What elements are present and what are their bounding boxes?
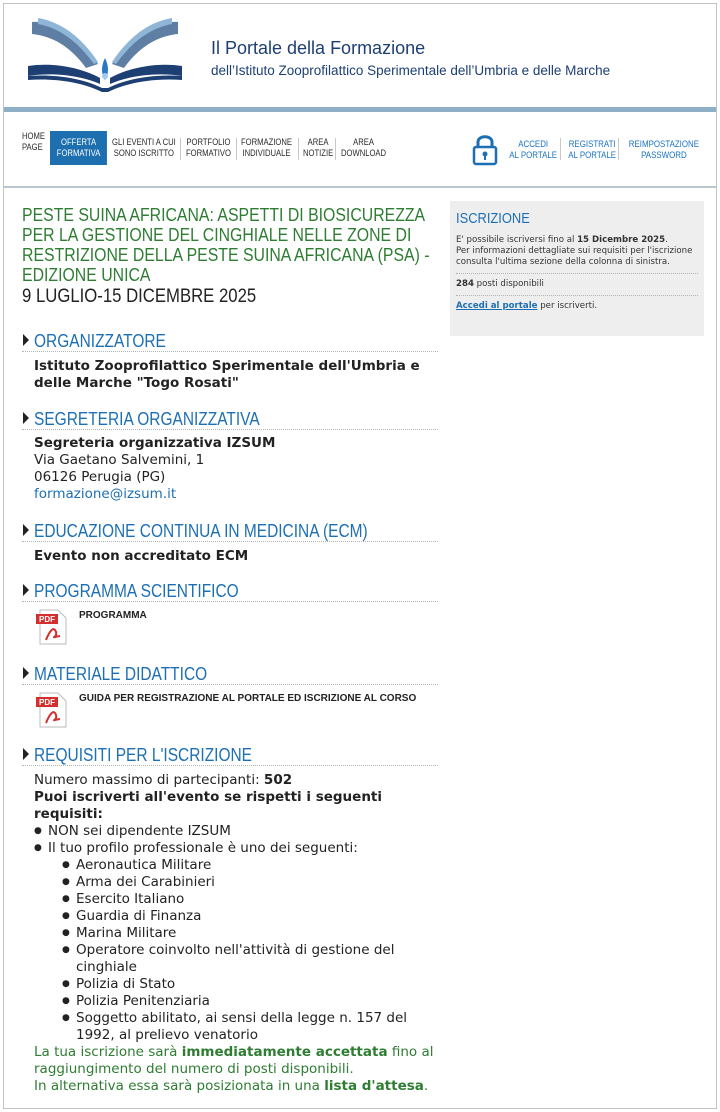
- nav-offerta-line1: OFFERTA: [61, 137, 97, 147]
- nav-separator: [618, 138, 619, 160]
- nav-registrati-portale[interactable]: [568, 139, 616, 161]
- access-text: per iscriverti.: [537, 301, 598, 311]
- note-text: In alternativa essa sarà posizionata in una: [34, 1078, 325, 1094]
- note-emphasis: immediatamente accettata: [181, 1044, 388, 1060]
- accedi-line2: AL PORTALE: [509, 150, 558, 160]
- waitlist-note: [22, 1078, 438, 1095]
- nav-formazione-individuale[interactable]: [241, 137, 295, 159]
- max-participants-value: 502: [263, 772, 293, 788]
- secretariat-section: [22, 408, 438, 503]
- divider: [456, 273, 698, 274]
- note-text: fino al raggiungimento del numero di posti disponibili.: [34, 1044, 434, 1077]
- portal-title: Il Portale della Formazione: [211, 38, 426, 58]
- material-heading[interactable]: [22, 663, 438, 685]
- deadline-text: E' possibile iscriversi fino al: [456, 235, 578, 245]
- registration-title: ISCRIZIONE: [456, 210, 530, 227]
- acceptance-note: [22, 1044, 438, 1078]
- note-text: .: [423, 1078, 429, 1094]
- nav-notizie-line1: AREA: [307, 137, 329, 147]
- nav-separator: [335, 138, 336, 160]
- organizer-name: Istituto Zooprofilattico Sperimentale dell'Umbria e delle Marche "Togo Rosati": [34, 358, 420, 391]
- list-item: ● Marina Militare: [62, 925, 438, 942]
- event-title: PESTE SUINA AFRICANA: ASPETTI DI BIOSICUREZZA PER LA GESTIONE DEL CINGHIALE NELLE ZONE DI RESTRIZIONE DELLA PESTE SUINA AFRICANA (PSA) - EDIZIONE UNICA: [22, 205, 430, 285]
- max-participants-label: Numero massimo di partecipanti:: [34, 772, 260, 788]
- nav-separator: [560, 138, 561, 160]
- expand-triangle-icon: [23, 334, 29, 346]
- requirements-list: [22, 823, 438, 1044]
- list-item: ● Arma dei Carabinieri: [62, 874, 438, 891]
- program-heading-label: PROGRAMMA SCIENTIFICO: [34, 581, 239, 601]
- material-file-link[interactable]: GUIDA PER REGISTRAZIONE AL PORTALE ED ISCRIZIONE AL CORSO: [79, 693, 417, 704]
- organizer-heading-label: ORGANIZZATORE: [34, 331, 166, 351]
- nav-download-line1: AREA: [353, 137, 374, 147]
- portal-subtitle: dell’Istituto Zooprofilattico Sperimentale dell’Umbria e delle Marche: [211, 63, 611, 78]
- nav-offerta-formativa[interactable]: [50, 131, 107, 165]
- nav-formazione-line1: FORMAZIONE: [241, 137, 292, 147]
- registrati-line1: REGISTRATI: [568, 139, 616, 149]
- list-item: ● Aeronautica Militare: [62, 857, 438, 874]
- nav-download-line2: DOWNLOAD: [341, 148, 387, 158]
- nav-separator: [236, 138, 237, 160]
- deadline-text: .: [665, 235, 668, 245]
- organizer-section: [22, 330, 438, 392]
- requirements-heading[interactable]: [22, 744, 438, 766]
- expand-triangle-icon: [23, 412, 29, 424]
- program-heading[interactable]: [22, 580, 438, 602]
- nav-eventi-iscritto[interactable]: [112, 137, 179, 159]
- nav-accedi-portale[interactable]: [509, 139, 557, 161]
- reset-line1: REIMPOSTAZIONE: [628, 139, 700, 149]
- open-book-logo-icon[interactable]: [24, 16, 186, 94]
- nav-divider: [4, 186, 716, 188]
- ecm-status: Evento non accreditato ECM: [34, 548, 249, 564]
- nav-home-line2: PAGE: [22, 142, 43, 152]
- nav-eventi-line1: GLI EVENTI A CUI: [112, 137, 176, 147]
- list-item: ● Soggetto abilitato, ai sensi della legge n. 157 del 1992, al prelievo venatorio: [62, 1010, 438, 1044]
- note-text: La tua iscrizione sarà: [34, 1044, 182, 1060]
- site-header: [4, 4, 716, 108]
- registration-deadline: [456, 235, 698, 246]
- reset-line2: PASSWORD: [641, 150, 687, 160]
- list-item: ● NON sei dipendente IZSUM: [34, 823, 438, 840]
- program-file-link[interactable]: PROGRAMMA: [79, 610, 147, 621]
- accedi-line1: ACCEDI: [518, 139, 549, 149]
- event-header: [22, 205, 440, 308]
- nav-home-page[interactable]: [22, 131, 48, 153]
- program-file-row[interactable]: [22, 608, 438, 648]
- ecm-heading-label: EDUCAZIONE CONTINUA IN MEDICINA (ECM): [34, 521, 368, 541]
- requirements-intro: Puoi iscriverti all'evento se rispetti i seguenti requisiti:: [34, 789, 383, 822]
- nav-area-download[interactable]: [341, 137, 389, 159]
- expand-triangle-icon: [23, 667, 29, 679]
- registrati-line2: AL PORTALE: [568, 150, 617, 160]
- nav-portfolio-line1: PORTFOLIO: [186, 137, 231, 147]
- profession-list: [48, 857, 438, 1044]
- divider: [456, 295, 698, 296]
- main-nav: [4, 112, 716, 186]
- list-item: [34, 840, 438, 1044]
- requirements-heading-label: REQUISITI PER L'ISCRIZIONE: [34, 745, 252, 765]
- nav-offerta-line2: FORMATIVA: [56, 148, 101, 158]
- list-item: ● Polizia di Stato: [62, 976, 438, 993]
- expand-triangle-icon: [23, 748, 29, 760]
- nav-separator: [180, 138, 181, 160]
- access-portal-link[interactable]: Accedi al portale: [456, 301, 538, 311]
- nav-portfolio-formativo[interactable]: [186, 137, 234, 159]
- secretariat-city: 06126 Perugia (PG): [34, 469, 166, 485]
- pdf-file-icon[interactable]: [34, 608, 70, 646]
- list-item: ● Polizia Penitenziaria: [62, 993, 438, 1010]
- program-section: [22, 580, 438, 648]
- nav-separator: [298, 138, 299, 160]
- nav-area-notizie[interactable]: [303, 137, 337, 159]
- svg-text:PDF: PDF: [39, 615, 55, 624]
- list-item: ● Guardia di Finanza: [62, 908, 438, 925]
- svg-text:PDF: PDF: [39, 698, 55, 707]
- seats-available: [456, 279, 698, 290]
- nav-eventi-line2: SONO ISCRITTO: [113, 148, 174, 158]
- seats-label: posti disponibili: [473, 279, 544, 289]
- secretariat-heading-label: SEGRETERIA ORGANIZZATIVA: [34, 409, 260, 429]
- access-row: [456, 301, 698, 312]
- list-item: ● Operatore coinvolto nell'attività di gestione del cinghiale: [62, 942, 438, 976]
- registration-info: Per informazioni dettagliate sui requisiti per l'iscrizione consulta l'ultima sezione della colonna di sinistra.: [456, 246, 693, 267]
- requirement-profile-label: Il tuo profilo professionale è uno dei seguenti:: [48, 840, 358, 856]
- nav-formazione-line2: INDIVIDUALE: [242, 148, 291, 158]
- nav-reimpostazione-password[interactable]: [629, 139, 699, 161]
- nav-portfolio-line2: FORMATIVO: [186, 148, 231, 158]
- nav-notizie-line2: NOTIZIE: [303, 148, 334, 158]
- max-participants: [22, 772, 438, 789]
- organizer-heading[interactable]: [22, 330, 438, 352]
- seats-count: 284: [456, 279, 474, 289]
- lock-icon[interactable]: [472, 132, 498, 166]
- ecm-heading[interactable]: [22, 520, 438, 542]
- secretariat-email-link[interactable]: formazione@izsum.it: [34, 486, 177, 502]
- registration-box: [450, 201, 704, 336]
- deadline-date: 15 Dicembre 2025: [577, 235, 666, 245]
- pdf-file-icon[interactable]: [34, 691, 70, 729]
- event-dates: 9 LUGLIO-15 DICEMBRE 2025: [22, 286, 257, 307]
- secretariat-street: Via Gaetano Salvemini, 1: [34, 452, 205, 468]
- list-item: ● Esercito Italiano: [62, 891, 438, 908]
- requirements-section: [22, 744, 438, 1095]
- ecm-section: [22, 520, 438, 565]
- material-section: [22, 663, 438, 731]
- secretariat-heading[interactable]: [22, 408, 438, 430]
- expand-triangle-icon: [23, 524, 29, 536]
- nav-home-line1: HOME: [22, 131, 45, 141]
- secretariat-name: Segreteria organizzativa IZSUM: [34, 435, 276, 451]
- material-heading-label: MATERIALE DIDATTICO: [34, 664, 208, 684]
- note-emphasis: lista d'attesa: [324, 1078, 424, 1094]
- expand-triangle-icon: [23, 584, 29, 596]
- material-file-row[interactable]: [22, 691, 438, 731]
